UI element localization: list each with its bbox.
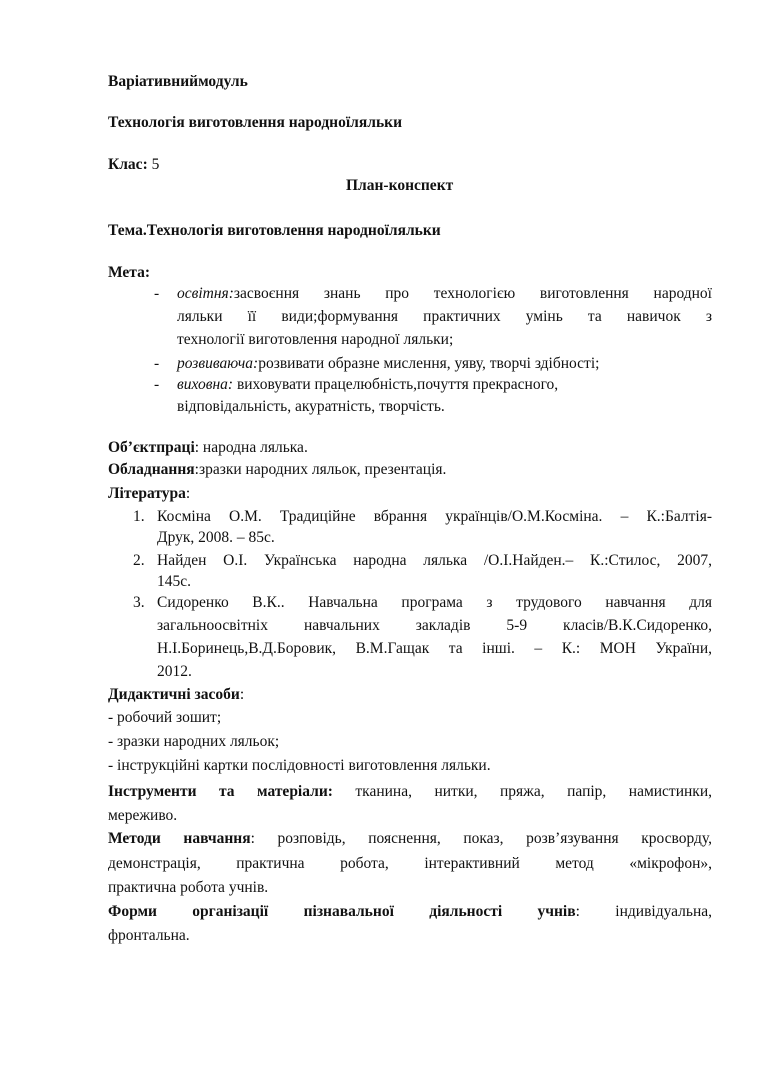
literature-number: 3. [133,594,145,611]
forms-line-2: фронтальна. [108,927,190,944]
literature-number: 1. [133,508,145,525]
goal-bullet: - [154,285,160,302]
literature-item-3-line-3: Н.І.Боринець,В.Д.Боровик, В.М.Гащак та інші. – К.: МОН України, [157,640,712,657]
methods-line-1: Методи навчання: розповідь, пояснення, показ, розв’язування кросворду, [108,830,712,847]
class-line [108,154,159,176]
goal-item-education-line-3: технології виготовлення народної ляльки; [177,331,454,348]
literature-item-1-line-2: Друк, 2008. – 85с. [157,529,275,546]
goal-kind-development: розвиваюча: [177,355,259,372]
goal-item-development: розвиваюча:розвивати образне мислення, уяву, творчі здібності; [177,355,600,372]
literature-item-1-line-1: Косміна О.М. Традиційне вбрання українців/О.М.Косміна. – К.:Балтія- [157,508,712,525]
goal-label: Мета: [108,264,151,281]
tools-line-2: мереживо. [108,807,178,824]
goal-item-education-line-1: освітня:засвоєння знань про технологією виготовлення народної [177,285,712,302]
literature-item-2-line-2: 145с. [157,573,192,590]
forms-line-1: Форми організації пізнавальної діяльності учнів: індивідуальна, [108,903,712,920]
object-of-work: Об’єктпраці: народна лялька. [108,439,308,456]
theme-line [108,220,441,242]
theme-label: Тема. [108,222,147,239]
goal-item-upbringing-line-1: виховна: виховувати працелюбність,почуття прекрасного, [177,376,559,393]
didactic-heading: Дидактичні засоби: [108,686,245,703]
class-label: Клас: [108,156,148,173]
class-value: 5 [147,156,160,173]
topic-title: Технологія виготовлення народноїляльки [108,114,403,131]
literature-heading: Література: [108,485,191,502]
didactic-item: - інструкційні картки послідовності виготовлення ляльки. [108,757,491,774]
goal-kind-upbringing: виховна: [177,376,234,393]
literature-item-3-line-1: Сидоренко В.К.. Навчальна програма з трудового навчання для [157,594,712,611]
methods-line-2: демонстрація, практична робота, інтерактивний метод «мікрофон», [108,855,712,872]
tools-line-1: Інструменти та матеріали: тканина, нитки, пряжа, папір, намистинки, [108,783,712,800]
literature-number: 2. [133,552,145,569]
didactic-item: - зразки народних ляльок; [108,733,280,750]
goal-item-upbringing-line-2: відповідальність, акуратність, творчість. [177,398,445,415]
goal-bullet: - [154,355,160,372]
doc-type-heading: План-конспект [346,177,454,194]
theme-value: Технологія виготовлення народноїляльки [146,222,441,239]
literature-item-3-line-4: 2012. [157,663,192,680]
goal-kind-education: освітня: [177,285,234,302]
equipment: Обладнання:зразки народних ляльок, презентація. [108,461,447,478]
literature-item-3-line-2: загальноосвітніх навчальних закладів 5-9 класів/В.К.Сидоренко, [157,617,712,634]
didactic-item: - робочий зошит; [108,709,222,726]
literature-item-2-line-1: Найден О.І. Українська народна лялька /О.І.Найден.– К.:Стилос, 2007, [157,552,712,569]
goal-item-education-line-2: ляльки її види;формування практичних умінь та навичок з [177,308,712,325]
module-title: Варіативниймодуль [108,73,248,90]
methods-line-3: практична робота учнів. [108,879,269,896]
goal-bullet: - [154,376,160,393]
